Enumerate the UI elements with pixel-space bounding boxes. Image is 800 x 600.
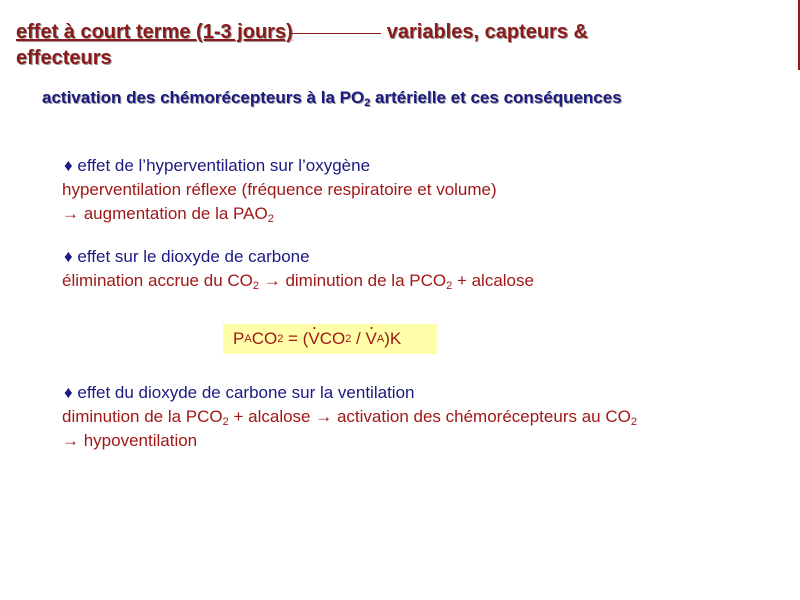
title-blank-line <box>289 23 381 34</box>
formula-text: = ( <box>283 329 309 348</box>
slide-subtitle <box>42 88 622 108</box>
section-heading: ♦ effet du dioxyde de carbone sur la ventilation <box>64 383 415 402</box>
formula-text: P <box>233 329 245 348</box>
line-text: + alcalose <box>452 271 534 290</box>
title-part-1: effet à court terme (1-3 jours) <box>16 21 293 43</box>
subscript: 2 <box>222 416 229 428</box>
formula-text: / <box>351 329 366 348</box>
section-line <box>62 269 534 293</box>
formula-text: CO <box>319 329 346 348</box>
formula-text: )K <box>384 329 402 348</box>
section-line: → hypoventilation <box>62 431 198 450</box>
section-ventilation <box>62 381 637 453</box>
line-text: → diminution de la PCO <box>259 271 447 290</box>
section-heading: ♦ effet de l’hyperventilation sur l’oxygène <box>64 156 371 175</box>
section-line <box>62 202 497 226</box>
subscript: 2 <box>446 280 453 292</box>
formula-text: CO <box>251 329 278 348</box>
slide-title <box>16 20 716 69</box>
line-text: diminution de la PCO <box>62 407 223 426</box>
section-line <box>62 405 637 429</box>
title-part-3: effecteurs <box>16 47 112 69</box>
section-oxygen <box>62 154 497 226</box>
section-heading: ♦ effet sur le dioxyde de carbone <box>64 247 310 266</box>
subscript: 2 <box>267 213 274 225</box>
formula-v-dot: · V <box>308 329 319 349</box>
subtitle-text-end: artérielle et ces conséquences <box>370 88 622 107</box>
line-text: → augmentation de la PAO <box>62 204 268 223</box>
subtitle-text: activation des chémorécepteurs à la PO <box>42 88 365 107</box>
line-text: élimination accrue du CO <box>62 271 253 290</box>
line-text: + alcalose → activation des chémorécepteurs au CO <box>228 407 631 426</box>
formula-v-dot: · V <box>366 329 377 349</box>
section-line: hyperventilation réflexe (fréquence respiratoire et volume) <box>62 180 497 199</box>
subscript: 2 <box>630 416 637 428</box>
title-part-2: variables, capteurs & <box>386 21 588 43</box>
subscript: 2 <box>252 280 259 292</box>
section-carbon-dioxide <box>62 245 534 293</box>
subtitle-subscript: 2 <box>364 97 371 109</box>
alveolar-co2-formula: P A CO 2 = ( · V CO 2 / · V A )K <box>223 324 437 354</box>
